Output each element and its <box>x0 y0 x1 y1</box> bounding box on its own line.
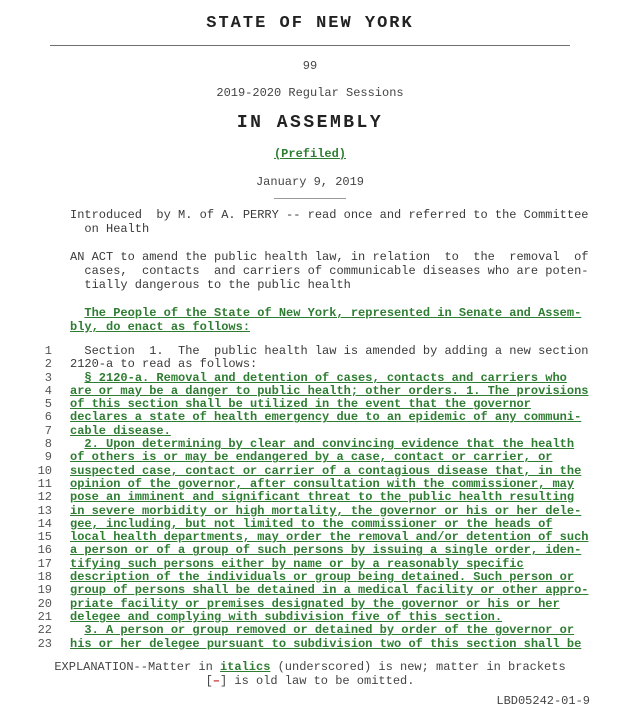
line-content: in severe morbidity or high mortality, the governor or his or her dele- <box>70 503 582 518</box>
indent <box>70 437 84 451</box>
introduction-date: January 9, 2019 <box>255 175 365 189</box>
bill-line <box>0 544 620 557</box>
prefiled-row <box>0 147 620 161</box>
line-number: 8 <box>44 437 52 452</box>
italics-sample: italics <box>219 659 271 674</box>
line-number: 12 <box>37 490 52 505</box>
bill-line <box>0 558 620 571</box>
line-content: a person or of a group of such persons by issuing a single order, iden- <box>70 543 582 558</box>
line-text <box>52 624 574 637</box>
line-text <box>52 544 581 557</box>
line-text <box>52 438 574 451</box>
bill-id: LBD05242-01-9 <box>496 693 590 708</box>
line-text <box>52 531 588 544</box>
state-title: STATE OF NEW YORK <box>206 14 414 33</box>
bill-line <box>0 398 620 411</box>
line-number: 15 <box>37 530 52 545</box>
bill-line <box>0 478 620 491</box>
line-number: 17 <box>37 556 52 571</box>
indent <box>70 344 84 358</box>
line-number: 10 <box>37 463 52 478</box>
bill-line <box>0 411 620 424</box>
line-text <box>52 358 257 371</box>
indent <box>70 623 84 637</box>
line-text <box>52 451 552 464</box>
bill-line <box>0 584 620 597</box>
line-number: 16 <box>37 543 52 558</box>
line-number: 2 <box>44 357 52 372</box>
line-text <box>52 385 588 398</box>
bill-line <box>0 638 620 651</box>
line-number: 22 <box>37 623 52 638</box>
bill-line <box>0 425 620 438</box>
line-number: 4 <box>44 383 52 398</box>
enacting-clause <box>70 306 620 334</box>
bill-line <box>0 385 620 398</box>
line-content: of others is or may be endangered by a case, contact or carrier, or <box>70 450 553 465</box>
sponsor-paragraph <box>70 208 592 236</box>
indent <box>70 306 84 320</box>
line-text <box>52 505 581 518</box>
explanation-text: EXPLANATION--Matter in <box>54 659 220 674</box>
line-text <box>52 345 589 358</box>
chamber-title: IN ASSEMBLY <box>236 113 384 133</box>
line-text <box>52 598 560 611</box>
session-label: 2019-2020 Regular Sessions <box>216 86 404 100</box>
act-line: cases, contacts and carriers of communicable diseases who are poten- <box>70 264 589 278</box>
line-content: pose an imminent and significant threat to the public health resulting <box>70 490 575 505</box>
line-content: delegee and complying with subdivision five of this section. <box>70 609 503 624</box>
line-content: group of persons shall be detained in a medical facility or other appro- <box>70 583 589 598</box>
line-number: 1 <box>44 344 52 358</box>
line-text <box>52 465 581 478</box>
line-number: 14 <box>37 516 52 531</box>
line-number: 18 <box>37 570 52 585</box>
act-line: tially dangerous to the public health <box>70 278 351 292</box>
omitted-dash-sample: – <box>212 673 220 688</box>
line-text <box>52 571 574 584</box>
enacting-line <box>70 320 620 334</box>
line-number: 6 <box>44 410 52 425</box>
line-number: 11 <box>37 476 52 491</box>
line-content: tifying such persons either by name or by a reasonably specific <box>70 556 524 571</box>
line-content: are or may be a danger to public health; other orders. 1. The provisions <box>70 383 589 398</box>
line-text <box>52 425 171 438</box>
bill-body <box>0 345 620 651</box>
bill-line <box>0 611 620 624</box>
line-content: 2. Upon determining by clear and convincing evidence that the health <box>84 437 575 452</box>
bill-line <box>0 465 620 478</box>
bill-line <box>0 491 620 504</box>
explanation-line-1 <box>0 660 620 674</box>
act-title-paragraph <box>70 250 592 292</box>
bill-line <box>0 451 620 464</box>
line-text <box>52 411 581 424</box>
bill-line <box>0 531 620 544</box>
date-divider <box>274 198 346 199</box>
line-text <box>52 584 588 597</box>
line-text <box>52 611 502 624</box>
bill-line <box>0 571 620 584</box>
sponsor-line: on Health <box>70 222 150 236</box>
line-content: opinion of the governor, after consultation with the commissioner, may <box>70 476 575 491</box>
line-number: 21 <box>37 609 52 624</box>
explanation-note <box>0 660 620 688</box>
indent <box>70 371 84 385</box>
line-number: 9 <box>44 450 52 465</box>
line-number: 13 <box>37 503 52 518</box>
line-number: 19 <box>37 583 52 598</box>
enacting-text: The People of the State of New York, represented in Senate and Assem- <box>84 306 582 320</box>
prefiled-label: (Prefiled) <box>273 147 346 161</box>
line-content: suspected case, contact or carrier of a contagious disease that, in the <box>70 463 582 478</box>
line-number: 3 <box>44 370 52 385</box>
line-content: of this section shall be utilized in the event that the governor <box>70 397 531 412</box>
line-text <box>52 478 574 491</box>
line-content: 2120-a to read as follows: <box>70 357 258 372</box>
header-divider <box>50 45 570 46</box>
bill-line <box>0 372 620 385</box>
explanation-text: ] is old law to be omitted. <box>219 673 415 688</box>
line-content: priate facility or premises designated by the governor or his or her <box>70 596 560 611</box>
explanation-line-2 <box>0 674 620 688</box>
bill-line <box>0 518 620 531</box>
line-number: 7 <box>44 423 52 438</box>
bill-line <box>0 358 620 371</box>
line-text <box>52 518 552 531</box>
line-text <box>52 491 574 504</box>
act-line: AN ACT to amend the public health law, in relation to the removal of <box>70 250 589 264</box>
line-text <box>52 638 581 651</box>
bill-line <box>0 505 620 518</box>
line-text <box>52 558 524 571</box>
line-content: his or her delegee pursuant to subdivision two of this section shall be <box>70 636 582 651</box>
line-content: description of the individuals or group being detained. Such person or <box>70 570 575 585</box>
bill-line <box>0 598 620 611</box>
explanation-text: (underscored) is new; matter in brackets <box>270 659 566 674</box>
line-content: local health departments, may order the removal and/or detention of such <box>70 530 589 545</box>
bill-line <box>0 624 620 637</box>
line-content: Section 1. The public health law is amended by adding a new section <box>84 344 589 358</box>
line-number: 20 <box>37 596 52 611</box>
bracket-open: [ <box>205 673 213 688</box>
line-number: 5 <box>44 397 52 412</box>
line-content: declares a state of health emergency due to an epidemic of any communi- <box>70 410 582 425</box>
line-text <box>52 398 531 411</box>
enacting-text: bly, do enact as follows: <box>70 320 251 334</box>
line-text <box>52 372 567 385</box>
line-content: 3. A person or group removed or detained by order of the governor or <box>84 623 575 638</box>
line-content: § 2120-a. Removal and detention of cases, contacts and carriers who <box>84 370 567 385</box>
enacting-line <box>70 306 620 320</box>
line-content: gee, including, but not limited to the commissioner or the heads of <box>70 516 553 531</box>
line-content: cable disease. <box>70 423 171 438</box>
line-number: 23 <box>37 636 52 651</box>
bill-line <box>0 438 620 451</box>
sponsor-line: Introduced by M. of A. PERRY -- read once and referred to the Committee <box>70 208 589 222</box>
bill-line <box>0 345 620 358</box>
bill-number: 99 <box>302 59 318 73</box>
